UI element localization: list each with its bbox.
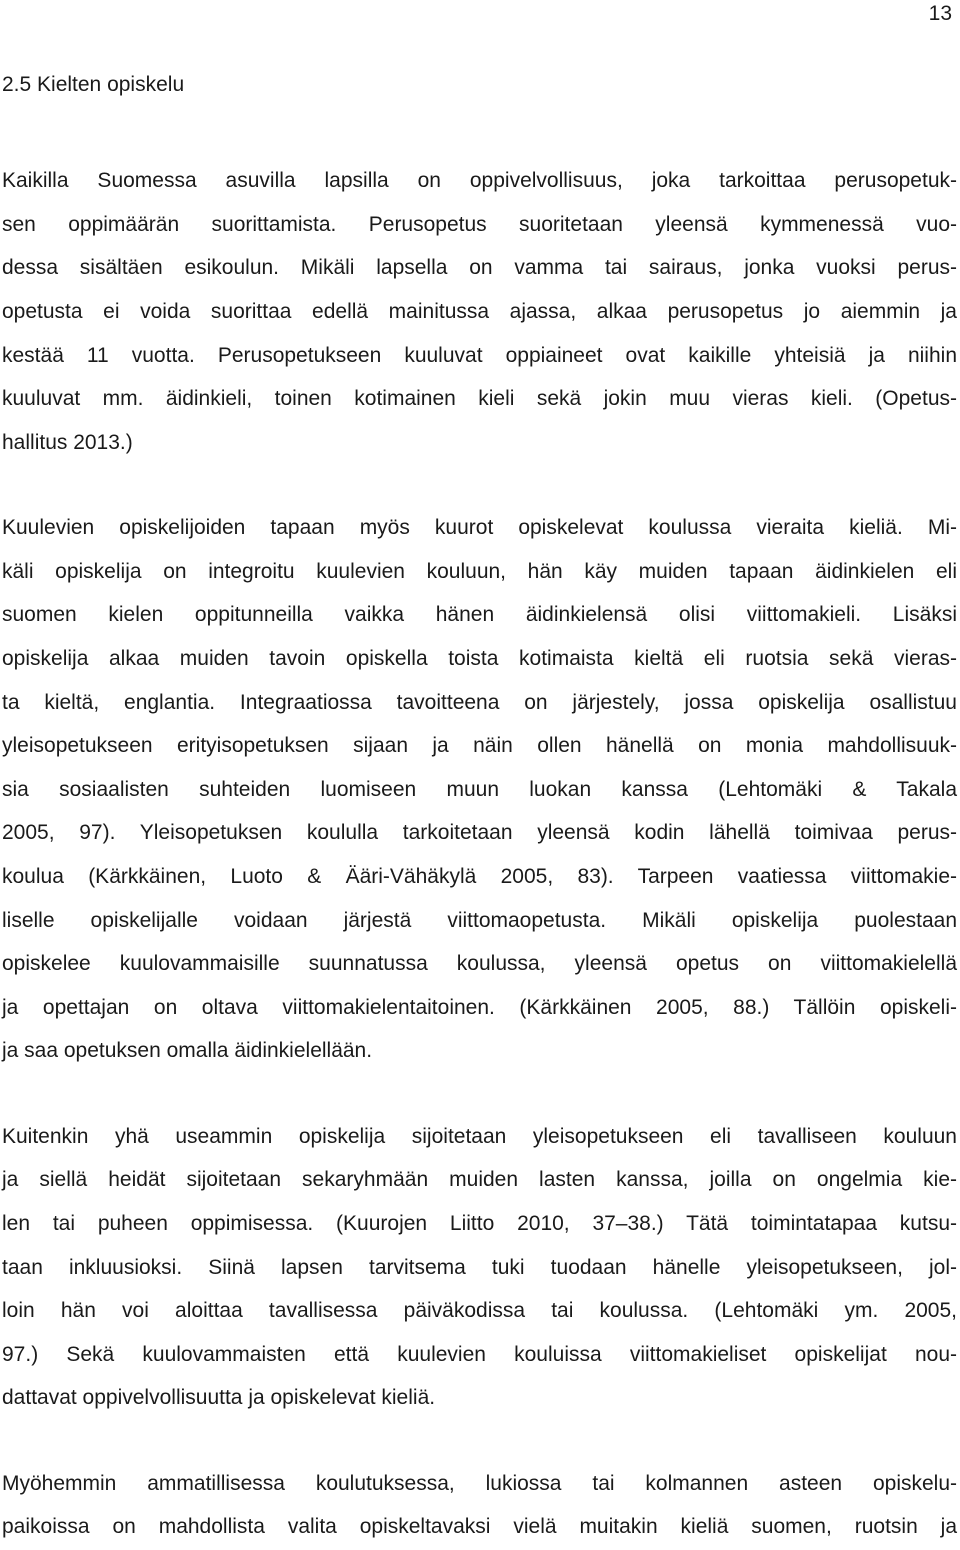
- text-line: Kuulevien opiskelijoiden tapaan myös kuurot opiskelevat koulussa vieraita kieliä. Mi-: [2, 516, 957, 539]
- page-number: 13: [928, 2, 952, 25]
- text-line: opetusta ei voida suorittaa edellä mainitussa ajassa, alkaa perusopetus jo aiemmin ja: [2, 300, 957, 323]
- text-line: dessa sisältäen esikoulun. Mikäli lapsella on vamma tai sairaus, jonka vuoksi perus-: [2, 256, 957, 279]
- text-line: suomen kielen oppitunneilla vaikka hänen äidinkielensä olisi viittomakieli. Lisäksi: [2, 603, 957, 626]
- text-line: liselle opiskelijalle voidaan järjestä viittomaopetusta. Mikäli opiskelija puolestaan: [2, 909, 957, 932]
- text-line: käli opiskelija on integroitu kuulevien kouluun, hän käy muiden tapaan äidinkielen eli: [2, 560, 957, 583]
- text-line: 97.) Sekä kuulovammaisten että kuulevien kouluissa viittomakieliset opiskelijat nou-: [2, 1343, 957, 1366]
- text-line: ta kieltä, englantia. Integraatiossa tavoitteena on järjestely, jossa opiskelija osallistuu: [2, 691, 957, 714]
- text-line: kuuluvat mm. äidinkieli, toinen kotimainen kieli sekä jokin muu vieras kieli. (Opetus-: [2, 387, 957, 410]
- text-line: ja opettajan on oltava viittomakielentaitoinen. (Kärkkäinen 2005, 88.) Tällöin opiskeli-: [2, 996, 957, 1019]
- text-line: hallitus 2013.): [2, 431, 133, 454]
- text-line: ja saa opetuksen omalla äidinkielellään.: [2, 1039, 373, 1062]
- text-line: opiskelija alkaa muiden tavoin opiskella toista kotimaista kieltä eli ruotsia sekä vieras-: [2, 647, 957, 670]
- text-line: koulua (Kärkkäinen, Luoto & Ääri-Vähäkylä 2005, 83). Tarpeen vaatiessa viittomakie-: [2, 865, 957, 888]
- text-line: Kuitenkin yhä useammin opiskelija sijoitetaan yleisopetukseen eli tavalliseen kouluun: [2, 1125, 957, 1148]
- text-line: paikoissa on mahdollista valita opiskeltavaksi vielä muitakin kieliä suomen, ruotsin ja: [2, 1515, 957, 1538]
- text-line: dattavat oppivelvollisuutta ja opiskelevat kieliä.: [2, 1386, 436, 1409]
- text-line: opiskelee kuulovammaisille suunnatussa koulussa, yleensä opetus on viittomakielellä: [2, 952, 957, 975]
- text-line: Myöhemmin ammatillisessa koulutuksessa, lukiossa tai kolmannen asteen opiskelu-: [2, 1472, 957, 1495]
- text-line: yleisopetukseen erityisopetuksen sijaan ja näin ollen hänellä on monia mahdollisuuk-: [2, 734, 957, 757]
- section-heading: 2.5 Kielten opiskelu: [2, 73, 185, 96]
- text-line: sen oppimäärän suorittamista. Perusopetus suoritetaan yleensä kymmenessä vuo-: [2, 213, 957, 236]
- text-line: ja siellä heidät sijoitetaan sekaryhmään muiden lasten kanssa, joilla on ongelmia kie-: [2, 1168, 957, 1191]
- text-line: loin hän voi aloittaa tavallisessa päiväkodissa tai koulussa. (Lehtomäki ym. 2005,: [2, 1299, 957, 1322]
- text-line: kestää 11 vuotta. Perusopetukseen kuuluvat oppiaineet ovat kaikille yhteisiä ja niihin: [2, 344, 957, 367]
- text-line: sia sosiaalisten suhteiden luomiseen muun luokan kanssa (Lehtomäki & Takala: [2, 778, 957, 801]
- text-line: 2005, 97). Yleisopetuksen koululla tarkoitetaan yleensä kodin lähellä toimivaa perus-: [2, 821, 957, 844]
- text-line: Kaikilla Suomessa asuvilla lapsilla on oppivelvollisuus, joka tarkoittaa perusopetuk-: [2, 169, 957, 192]
- text-line: taan inkluusioksi. Siinä lapsen tarvitsema tuki tuodaan hänelle yleisopetukseen, jol-: [2, 1256, 957, 1279]
- text-line: len tai puheen oppimisessa. (Kuurojen Liitto 2010, 37–38.) Tätä toimintatapaa kutsu-: [2, 1212, 957, 1235]
